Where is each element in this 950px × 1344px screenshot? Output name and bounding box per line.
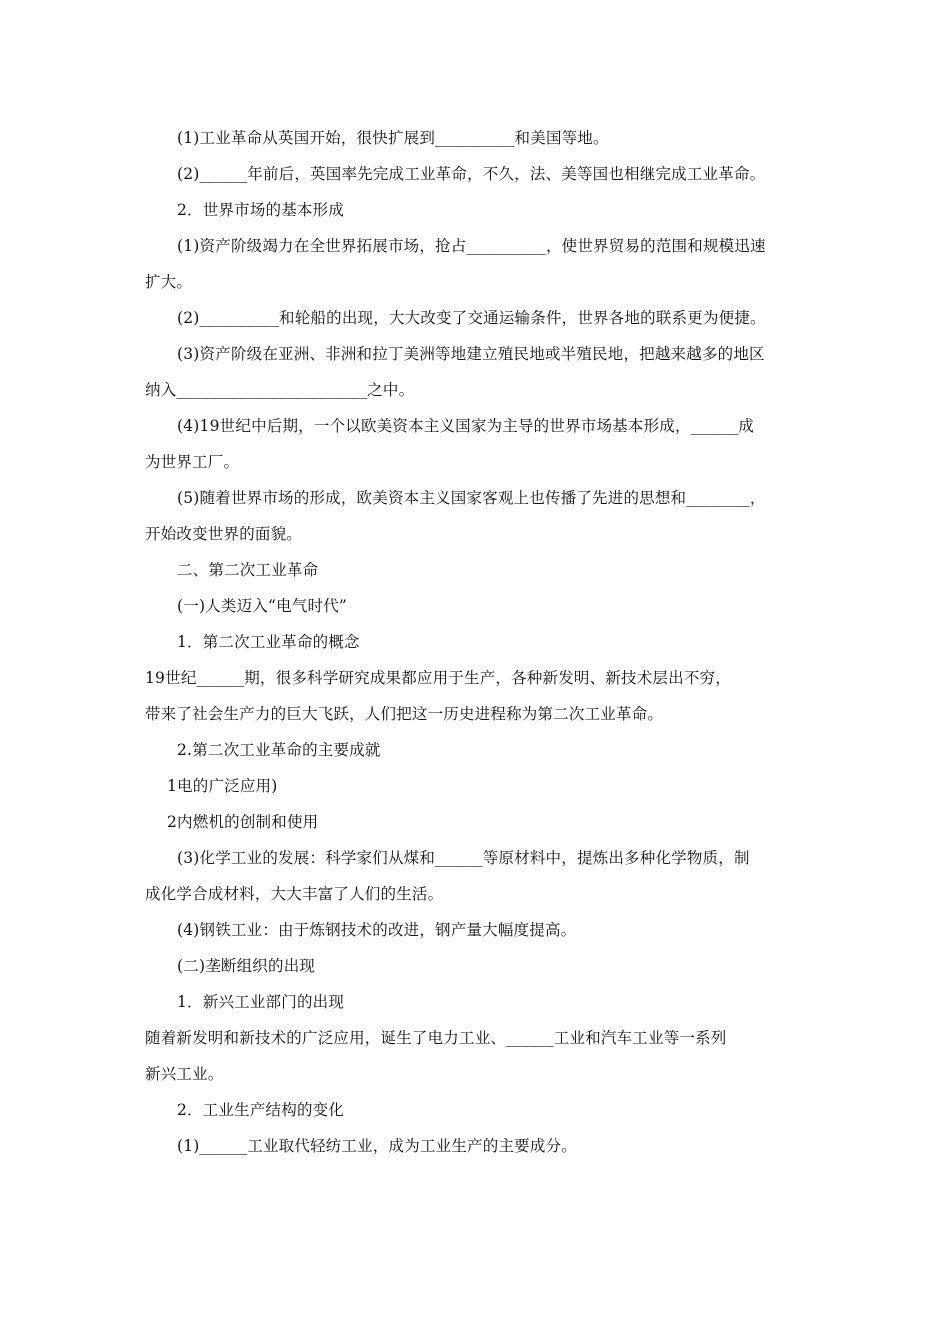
text-line: (4)钢铁工业：由于炼钢技术的改进，钢产量大幅度提高。 [177,921,577,939]
document-body [145,120,810,1164]
text-line: 纳入________________________之中。 [145,381,415,399]
section-heading: 2．世界市场的基本形成 [177,201,345,219]
text-line: (1)资产阶级竭力在全世界拓展市场，抢占__________，使世界贸易的范围和规模迅速 [177,237,766,255]
subsection-heading: (二)垄断组织的出现 [177,957,316,975]
text-line: 开始改变世界的面貌。 [145,525,303,543]
text-line: 带来了社会生产力的巨大飞跃，人们把这一历史进程称为第二次工业革命。 [145,705,664,723]
text-line: (3)资产阶级在亚洲、非洲和拉丁美洲等地建立殖民地或半殖民地，把越来越多的地区 [177,345,765,363]
text-line: 为世界工厂。 [145,453,240,471]
text-line: (2)__________和轮船的出现，大大改变了交通运输条件，世界各地的联系更为便捷。 [177,309,766,327]
text-line: (3)化学工业的发展：科学家们从煤和______等原材料中，提炼出多种化学物质，制 [177,849,750,867]
text-line: (4)19世纪中后期，一个以欧美资本主义国家为主导的世界市场基本形成，______成 [177,417,755,435]
text-line: 成化学合成材料，大大丰富了人们的生活。 [145,885,444,903]
subsection-heading: (一)人类迈入“电气时代” [177,597,348,615]
section-heading: 2．工业生产结构的变化 [177,1101,345,1119]
section-heading: 2.第二次工业革命的主要成就 [177,741,381,759]
text-line: (2)______年前后，英国率先完成工业革命，不久，法、美等国也相继完成工业革命。 [177,165,766,183]
section-heading: 1．新兴工业部门的出现 [177,993,345,1011]
text-line: 新兴工业。 [145,1065,224,1083]
list-item: 2内燃机的创制和使用 [167,813,319,831]
text-line: (5)随着世界市场的形成，欧美资本主义国家客观上也传播了先进的思想和________， [177,489,766,507]
text-line: 扩大。 [145,273,193,291]
text-line: (1)工业革命从英国开始，很快扩展到__________和美国等地。 [177,129,609,147]
text-line: (1)______工业取代轻纺工业，成为工业生产的主要成分。 [177,1137,577,1155]
text-line: 随着新发明和新技术的广泛应用，诞生了电力工业、______工业和汽车工业等一系列 [145,1029,727,1047]
section-heading: 1．第二次工业革命的概念 [177,633,360,651]
chapter-heading: 二、第二次工业革命 [177,561,319,579]
list-item: 1电的广泛应用) [167,777,278,795]
text-line: 19世纪______期，很多科学研究成果都应用于生产，各种新发明、新技术层出不穷， [145,669,731,687]
